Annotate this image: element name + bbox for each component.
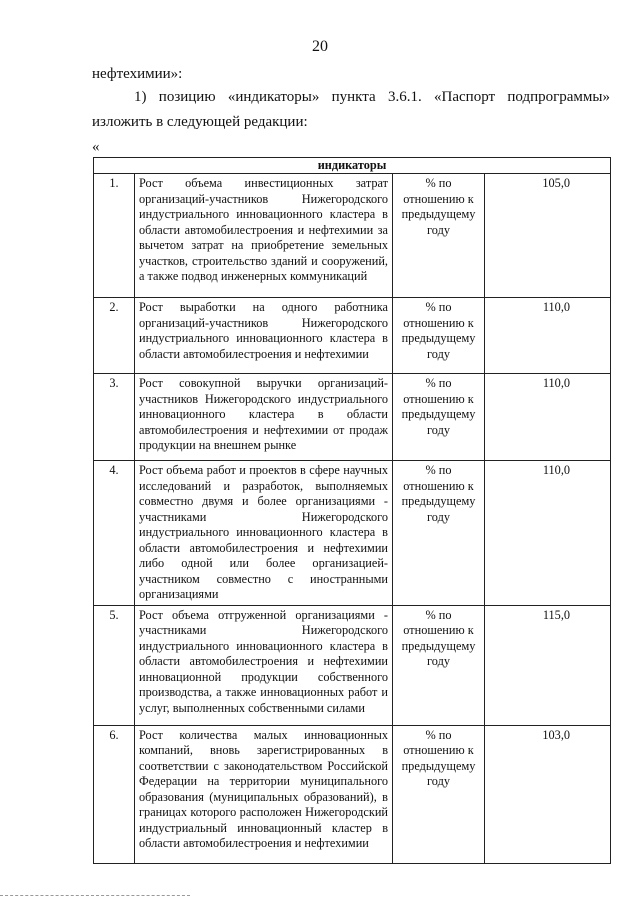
indicator-description: Рост объема отгруженной организациями - участниками Нижегородского индустриального инновационного кластера в области автомобилестроения и нефтехимии инновационной продукции собственного производства, а также инновационных работ и услуг, выполненных собственными силами: [135, 605, 393, 725]
table-row: [94, 174, 611, 298]
table-row: [94, 605, 611, 725]
indicator-unit: % по отношению к предыдущему году: [393, 374, 485, 461]
indicator-value: 103,0: [485, 725, 611, 863]
table-header: индикаторы: [94, 158, 611, 174]
row-number: 1.: [94, 174, 135, 298]
indicator-unit: % по отношению к предыдущему году: [393, 298, 485, 374]
indicator-unit: % по отношению к предыдущему году: [393, 461, 485, 606]
table-row: [94, 725, 611, 863]
text-line-2: 1) позицию «индикаторы» пункта 3.6.1. «Паспорт подпрограммы»: [134, 89, 610, 105]
indicator-value: 110,0: [485, 298, 611, 374]
row-number: 2.: [94, 298, 135, 374]
text-line-3: изложить в следующей редакции:: [92, 114, 308, 130]
row-number: 4.: [94, 461, 135, 606]
indicator-value: 110,0: [485, 374, 611, 461]
indicator-unit: % по отношению к предыдущему году: [393, 174, 485, 298]
indicator-unit: % по отношению к предыдущему году: [393, 605, 485, 725]
indicator-description: Рост объема работ и проектов в сфере научных исследований и разработок, выполняемых совместно двумя и более организациями - участниками Нижегородского индустриального инновационного кластера в области автомобилестроения и нефтехимии либо одной или более организацией-участником совместно с иностранными организациями: [135, 461, 393, 606]
indicator-description: Рост количества малых инновационных компаний, вновь зарегистрированных в соответствии с законодательством Российской Федерации на территории муниципального образования (муниципальных образований), в границах которого расположен Нижегородский индустриальный инновационный кластер в области автомобилестроения и нефтехимии: [135, 725, 393, 863]
indicator-description: Рост выработки на одного работника организаций-участников Нижегородского индустриального инновационного кластера в области автомобилестроения и нефтехимии: [135, 298, 393, 374]
table-row: [94, 461, 611, 606]
indicator-value: 115,0: [485, 605, 611, 725]
indicator-value: 110,0: [485, 461, 611, 606]
table-header-row: [94, 158, 611, 174]
indicator-description: Рост совокупной выручки организаций-участников Нижегородского индустриального инновационного кластера в области автомобилестроения и нефтехимии от продаж продукции на внешнем рынке: [135, 374, 393, 461]
indicator-unit: % по отношению к предыдущему году: [393, 725, 485, 863]
row-number: 6.: [94, 725, 135, 863]
indicator-description: Рост объема инвестиционных затрат организаций-участников Нижегородского индустриального инновационного кластера в области автомобилестроения и нефтехимии за вычетом затрат на приобретение земельных участков, строительство зданий и сооружений, а также подвод инженерных коммуникаций: [135, 174, 393, 298]
table-row: [94, 298, 611, 374]
indicator-value: 105,0: [485, 174, 611, 298]
table-row: [94, 374, 611, 461]
indicators-table: [93, 157, 611, 864]
row-number: 5.: [94, 605, 135, 725]
text-line-1: нефтехимии»:: [92, 66, 183, 82]
open-quote: «: [92, 139, 100, 155]
page-number: 20: [312, 38, 328, 55]
row-number: 3.: [94, 374, 135, 461]
page-bottom-rule: [0, 895, 190, 896]
